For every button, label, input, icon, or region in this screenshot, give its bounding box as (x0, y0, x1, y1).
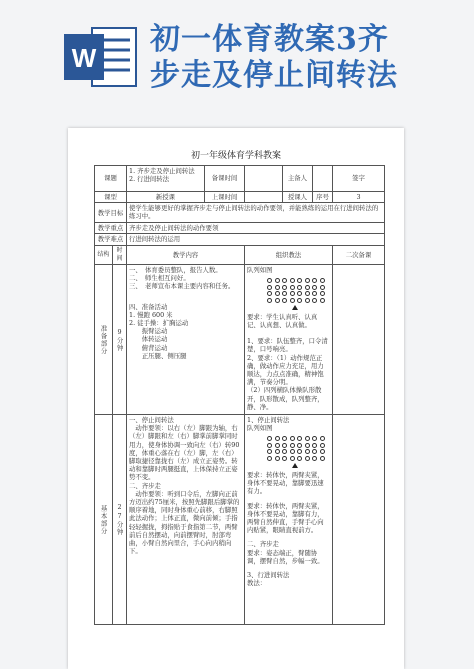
section-prep-org (245, 265, 333, 415)
header-title-line1: 初一体育教案3齐 (150, 22, 389, 57)
main-org-e: 3、行进间转法 教法： (247, 570, 290, 588)
prep-time-value (245, 166, 283, 192)
section-main-content: 一、停止间转法 动作要领：以右（左）脚跟为轴，右（左）脚跟和左（右）脚掌前脚掌同时用力，使身体协调一致向左（右）转90度，体重心落在右（左）脚，左（右）脚取捷径靠拢右（左）成立正姿势。转动和靠脚时两腿挺直，上体保持立正姿势不变。 二、齐步走 动作要领：听到口令后，左脚向正前方迈出约75厘米，按照先脚跟后脚掌的顺序着地，同时身体重心前移，右脚照此法动作；上体正直，微向前倾；手指轻轻握拢，拇指贴于食指第二节，两臂前后自然摆动，向前摆臂时，肘部弯曲，小臂自然向里合，手心向内稍向下。 (127, 415, 245, 625)
topic-value: 1. 齐步走及停止间转法 2. 行进间转法 (127, 166, 205, 192)
key-value: 齐步走及停止间转法的动作要领 (127, 223, 385, 234)
prep-org-c: 1、要求：队伍整齐，口令清楚，口号响亮。 2、要求：（1）动作规范正确，做动作应力充足，用力顺达，力点点准确，精神饱满，节奏分明。 （2）四列横队体操队形散开，队形散成，队列整齐，静、净。 (247, 337, 328, 411)
prep-time-label: 备课时间 (205, 166, 245, 192)
class-time-value (245, 192, 283, 203)
seq-label: 序号 (313, 192, 333, 203)
col-header-second: 二次备课 (333, 245, 385, 264)
goal-label: 教学目标 (95, 203, 127, 223)
formation-diagram-2 (267, 436, 330, 461)
col-header-time: 时间 (113, 245, 127, 264)
teacher-marker-icon (292, 463, 298, 468)
col-header-part: 结构 (95, 245, 113, 264)
header-title-line2: 步走及停止间转法 (150, 58, 398, 93)
section-prep-content (127, 265, 245, 415)
table-row (95, 166, 385, 192)
topic-label: 课题 (95, 166, 127, 192)
table-row (95, 192, 385, 203)
table-header-row (95, 245, 385, 264)
table-row (95, 234, 385, 245)
type-value: 新授课 (127, 192, 205, 203)
prep-org-a: 队列如图 (247, 266, 273, 275)
prep-content-b: 四、准备活动 1. 慢跑 600 米 2. 徒手操：扩胸运动 振臂运动 体转运动 俯背运动 正压腿、侧压腿 (129, 302, 189, 360)
document-title: 初一年级体育学科教案 (190, 151, 281, 161)
class-time-label: 上课时间 (205, 192, 245, 203)
main-org-b: 要求：转体快，两臂夹紧，身体不要晃动，靠脚要迅速有力。 (247, 470, 324, 496)
word-document-icon (62, 26, 138, 90)
type-label: 课型 (95, 192, 127, 203)
col-header-org: 组织教法 (245, 245, 333, 264)
lesson-plan-table (94, 165, 385, 625)
prep-org-b: 要求：学生认真听、认真记、认真想、认真做。 (247, 312, 318, 329)
key-label: 教学重点 (95, 223, 127, 234)
seq-value: 3 (333, 192, 385, 203)
section-prep-row (95, 265, 385, 415)
section-main-row (95, 415, 385, 625)
table-row (95, 223, 385, 234)
word-logo-letter: W (71, 43, 97, 73)
section-prep-part: 准备部分 (95, 265, 113, 415)
difficulty-label: 教学难点 (95, 234, 127, 245)
table-row (95, 203, 385, 223)
prep-content-a: 一、 体育委员整队，报告人数。 二、 师生相互问好。 三、 老师宣布本课主要内容和任务。 (129, 266, 235, 291)
sign-label: 签字 (333, 166, 385, 192)
teacher-label: 授课人 (283, 192, 313, 203)
section-main-time: 27分钟 (113, 415, 127, 625)
main-org-c: 要求：转体快，两臂夹紧，身体不要晃动，靠脚有力，两臂自然伸直，手臂手心向内贴紧，眼睛直视前方。 (247, 501, 324, 535)
main-org-d: 二、齐步走 要求：姿态端正，臂随协调，摆臂自然，步幅一致。 (247, 540, 324, 565)
difficulty-value: 行进间转法的运用 (127, 234, 385, 245)
formation-diagram-1 (267, 278, 330, 303)
teacher-marker-icon (292, 305, 298, 310)
document-preview[interactable] (68, 128, 404, 669)
section-main-part: 基本部分 (95, 415, 113, 625)
col-header-content: 教学内容 (127, 245, 245, 264)
section-prep-time: 9分钟 (113, 265, 127, 415)
section-main-second (333, 415, 385, 625)
section-prep-second (333, 265, 385, 415)
main-org-a: 1、停止间转法 队列如图 (247, 416, 290, 433)
section-main-org (245, 415, 333, 625)
preparer-value (313, 166, 333, 192)
page-header (150, 22, 470, 94)
goal-value: 使学生能够更好的掌握齐步走与停止间转法的动作要领，并能熟练的运用在行进间转法的练习中。 (127, 203, 385, 223)
preparer-label: 主备人 (283, 166, 313, 192)
